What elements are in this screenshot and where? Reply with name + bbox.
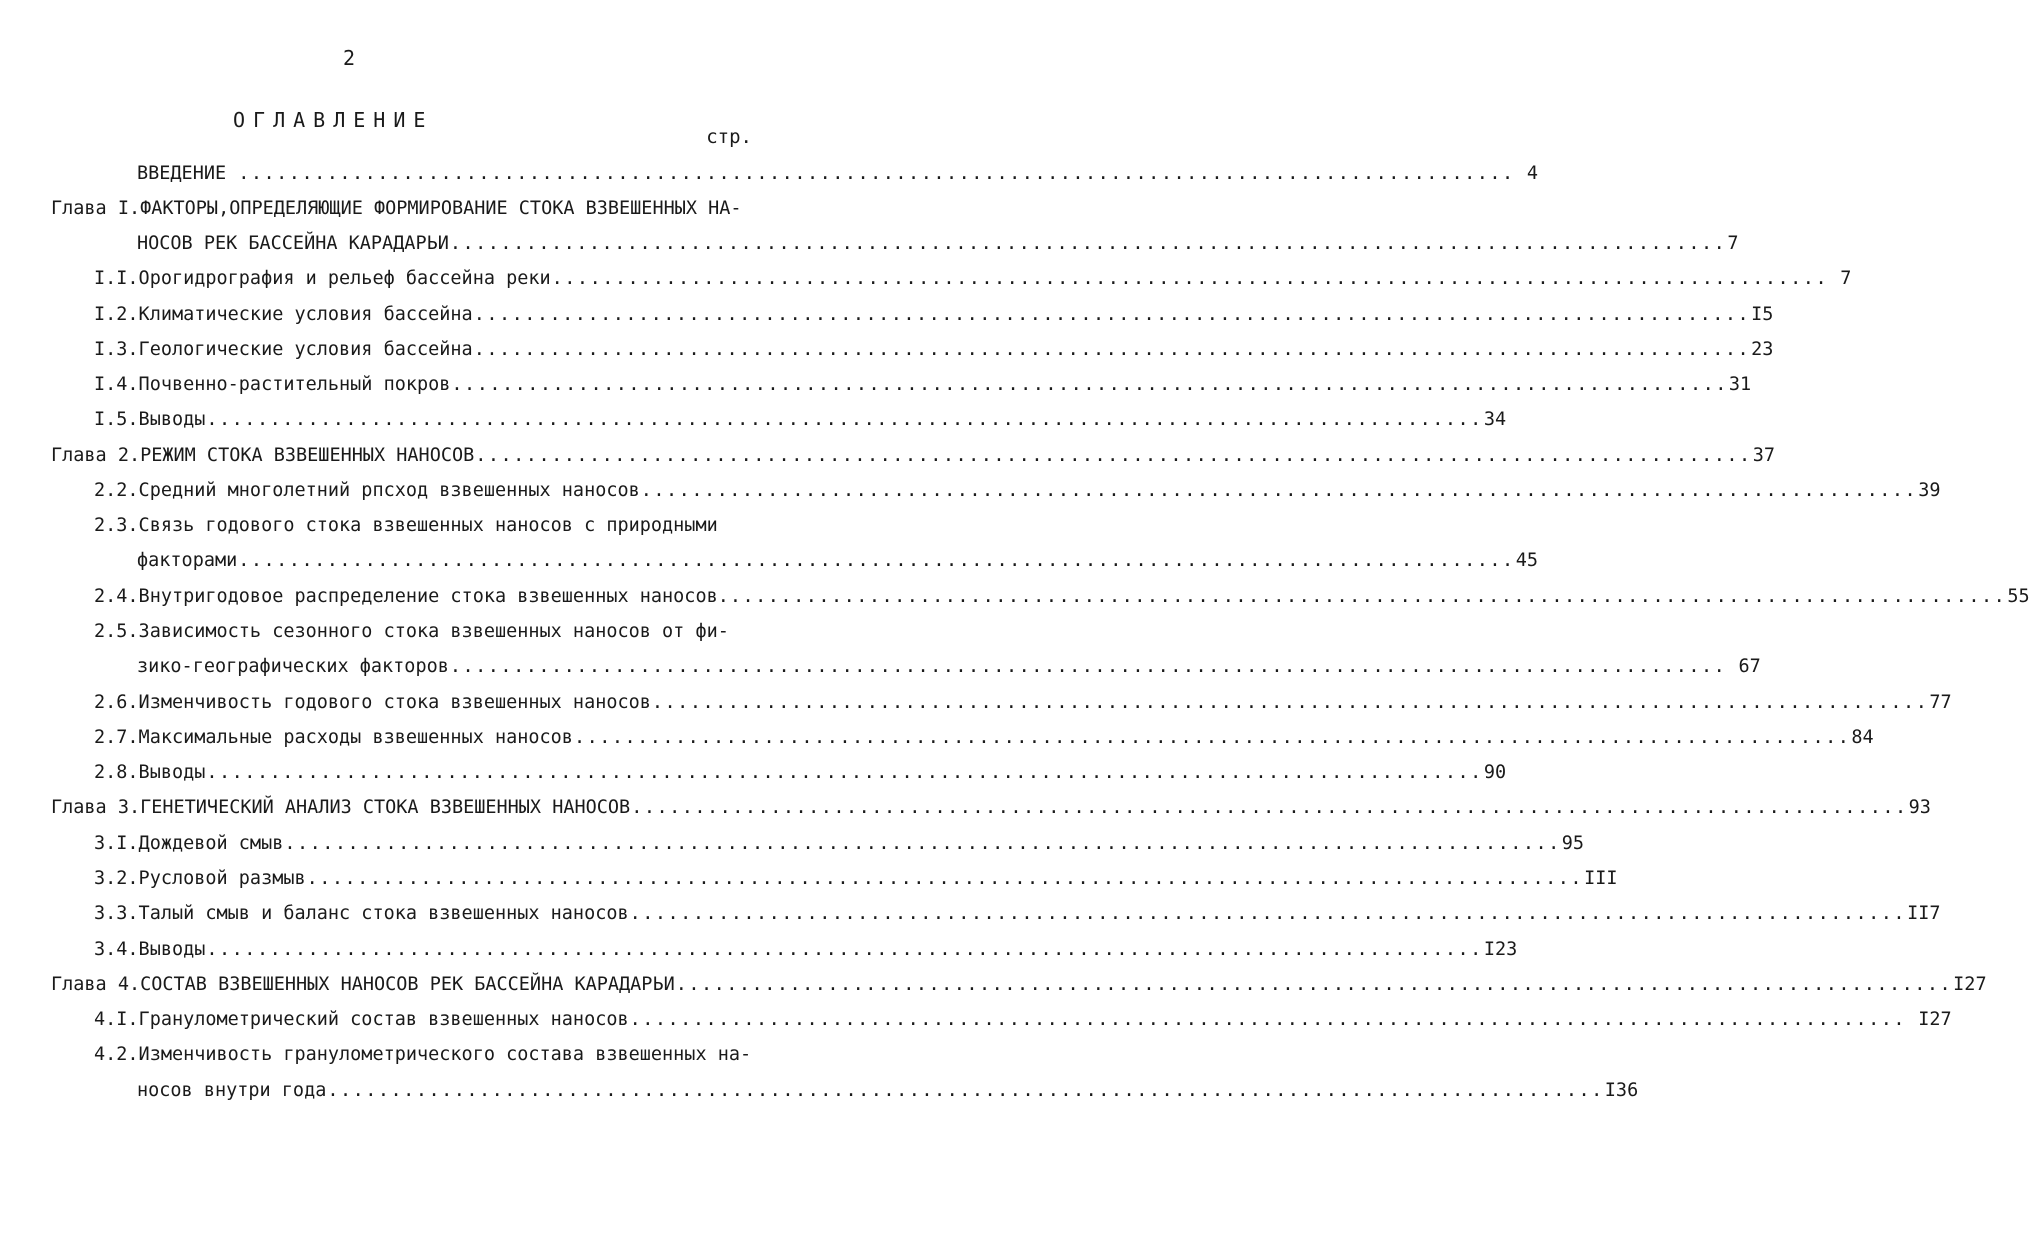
toc-entry: 3.3.Талый смыв и баланс стока взвешенных наносов ..................................................................................................... II7 [94,903,1941,924]
toc-entry: 4.2.Изменчивость гранулометрического состава взвешенных на- [94,1044,752,1065]
toc-entry: 2.4.Внутригодовое распределение стока взвешенных наносов. ..................................................................................................... 55 [94,586,2030,607]
toc-entry: 2.5.Зависимость сезонного стока взвешенных наносов от фи- [94,621,729,642]
toc-entry: 3.I.Дождевой смыв ..................................................................................................... 95 [94,833,1585,854]
toc-entry: ВВЕДЕНИЕ ..................................................................................................... 4 [137,163,1538,184]
toc-entry: факторами ..................................................................................................... 45 [137,550,1538,571]
toc-entry: 2.2.Средний многолетний рпсход взвешенных наносов ..................................................................................................... 39 [94,480,1941,501]
toc-entry: I.4.Почвенно-растительный покров ..................................................................................................... 31 [94,374,1752,395]
toc-entry: 2.6.Изменчивость годового стока взвешенных наносов ..................................................................................................... 77 [94,692,1952,713]
page-column-label: стр. [706,126,752,148]
toc-entry: I.I.Орогидрография и рельеф бассейна реки ..................................................................................................... 7 [94,268,1852,289]
toc-entry: 2.7.Максимальные расходы взвешенных наносов ..................................................................................................... 84 [94,727,1874,748]
toc-entry: 4.I.Гранулометрический состав взвешенных наносов ..................................................................................................... I27 [94,1009,1952,1030]
toc-entry: 3.2.Русловой размыв ..................................................................................................... III [94,868,1618,889]
page-number: 2 [343,46,356,70]
toc-entry: I.2.Климатические условия бассейна ..................................................................................................... I5 [94,304,1774,325]
toc-entry: носов внутри года ..................................................................................................... I36 [137,1080,1639,1101]
toc-heading: ОГЛАВЛЕНИЕ [233,108,434,132]
toc-entry: 2.3.Связь годового стока взвешенных наносов с природными [94,515,718,536]
toc-entry: I.3.Геологические условия бассейна ..................................................................................................... 23 [94,339,1774,360]
toc-entry: 3.4.Выводы ..................................................................................................... I23 [94,939,1518,960]
toc-entry: зико-географических факторов ..................................................................................................... 67 [137,656,1761,677]
toc-entry: 2.8.Выводы ..................................................................................................... 90 [94,762,1507,783]
toc-entry: Глава I.ФАКТОРЫ,ОПРЕДЕЛЯЮЩИЕ ФОРМИРОВАНИЕ СТОКА ВЗВЕШЕННЫХ НА- [51,198,742,219]
toc-entry: I.5.Выводы ..................................................................................................... 34 [94,409,1507,430]
toc-entry: Глава 3.ГЕНЕТИЧЕСКИЙ АНАЛИЗ СТОКА ВЗВЕШЕННЫХ НАНОСОВ ..................................................................................................... 93 [51,797,1931,818]
toc-entry: Глава 4.СОСТАВ ВЗВЕШЕННЫХ НАНОСОВ РЕК БАССЕЙНА КАРАДАРЬИ ..................................................................................................... I27 [51,974,1987,995]
toc-entry: НОСОВ РЕК БАССЕЙНА КАРАДАРЬИ ..................................................................................................... 7 [137,233,1739,254]
toc-entry: Глава 2.РЕЖИМ СТОКА ВЗВЕШЕННЫХ НАНОСОВ ..................................................................................................... 37 [51,445,1775,466]
